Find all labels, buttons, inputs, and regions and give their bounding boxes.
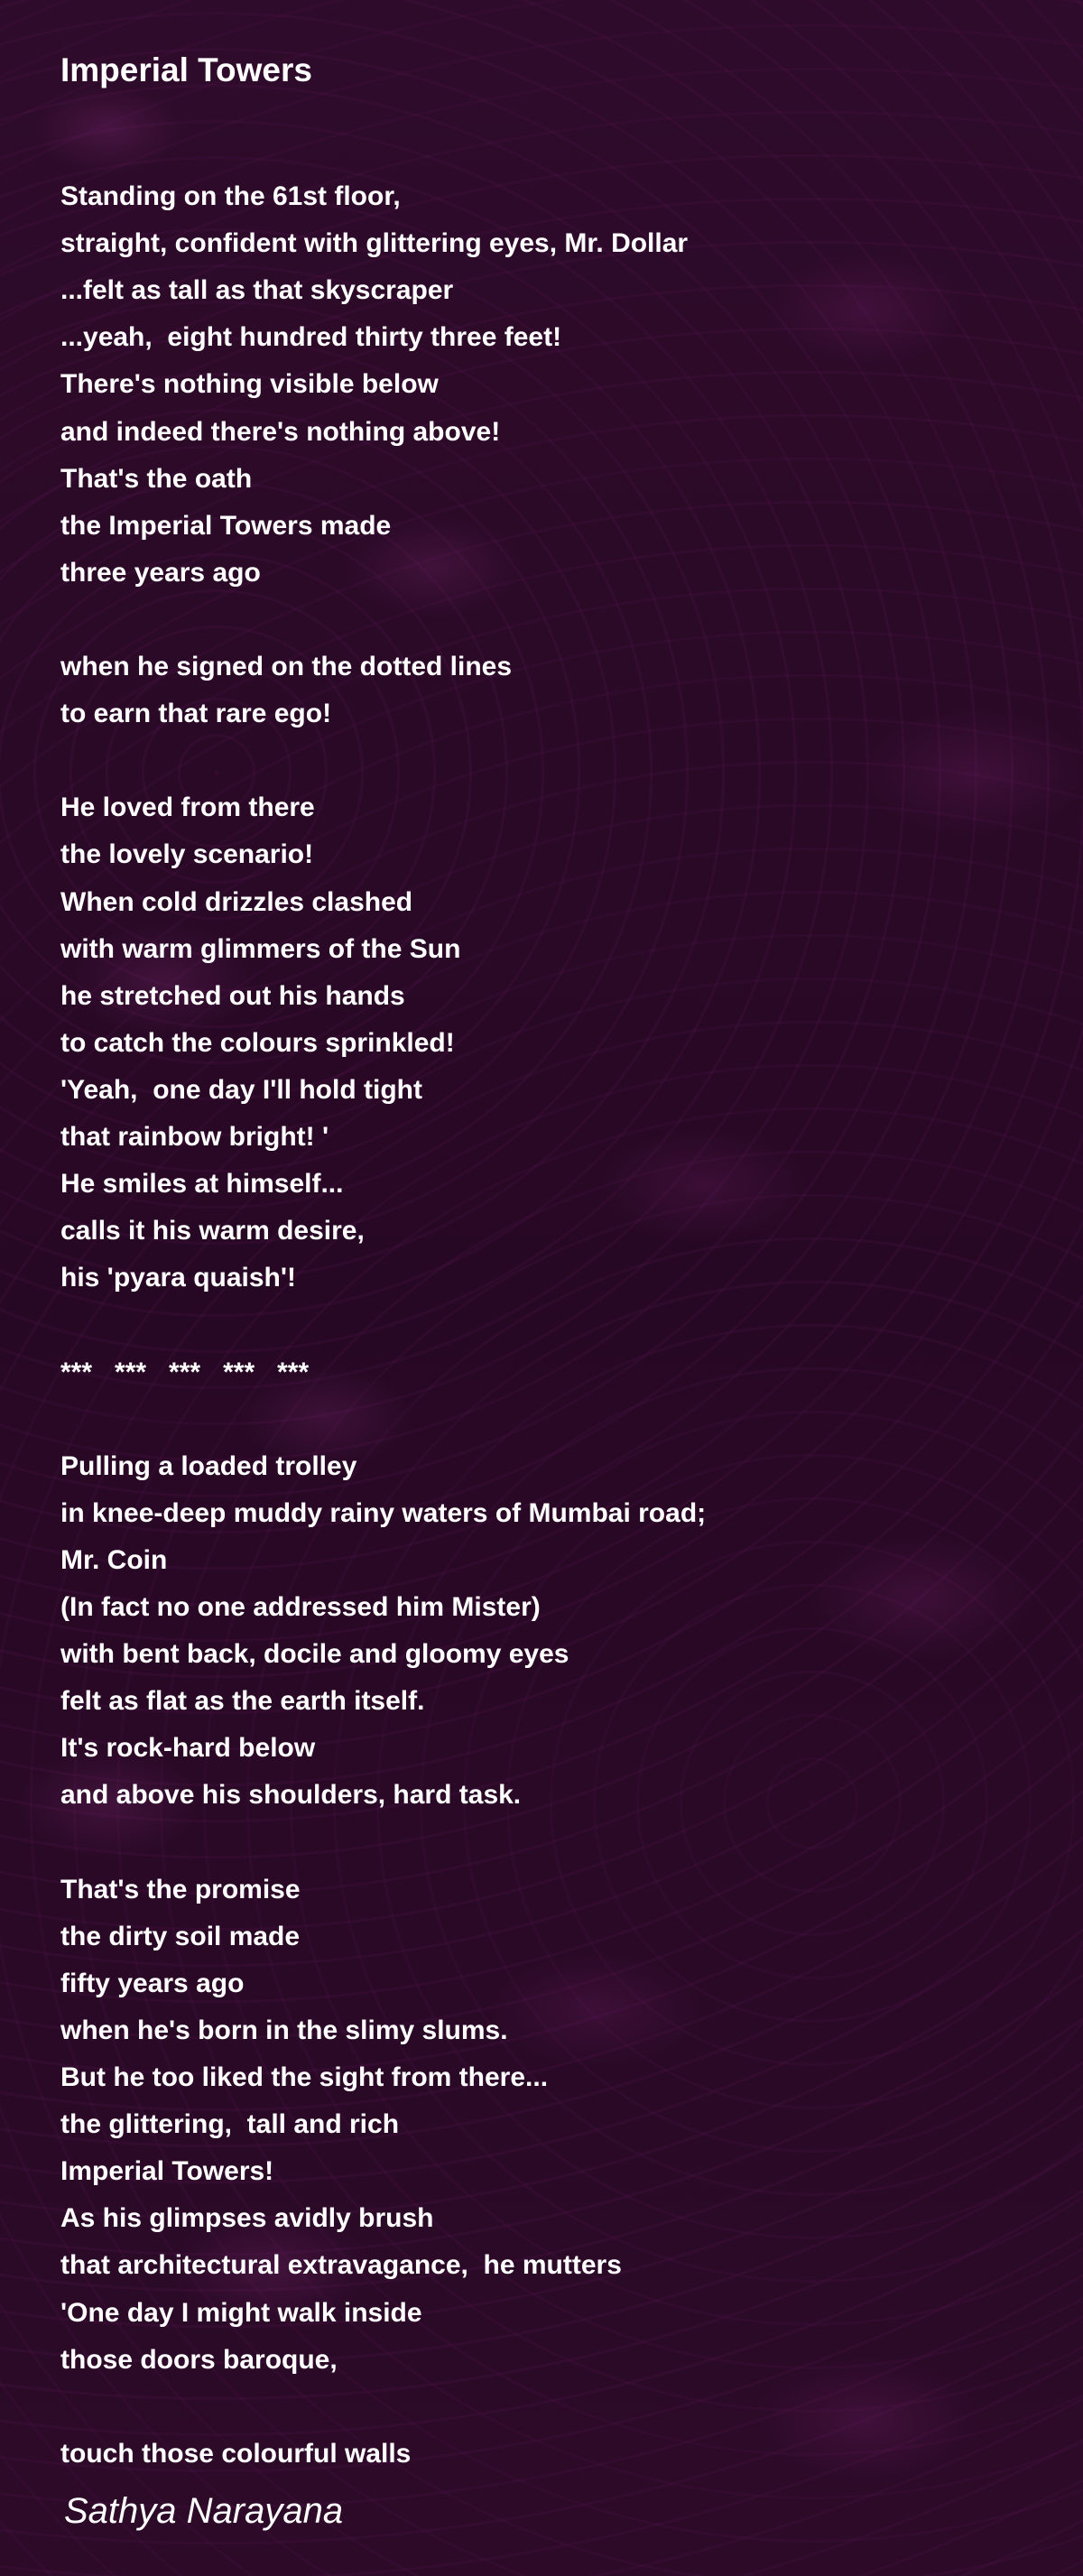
poem-line: But he too liked the sight from there... [60,2062,549,2092]
poem-line: 'One day I might walk inside [60,2297,422,2328]
poem-line: and indeed there's nothing above! [60,416,501,447]
poem-line: Mr. Coin [60,1544,168,1575]
poem-line: to catch the colours sprinkled! [60,1027,455,1058]
poem-line: that rainbow bright! ' [60,1122,329,1152]
poem-line: Imperial Towers! [60,2156,274,2187]
poem-line: calls it his warm desire, [60,1216,365,1246]
poem-line: with bent back, docile and gloomy eyes [60,1639,569,1670]
poem-line: 'Yeah, one day I'll hold tight [60,1074,422,1105]
poem-line: his 'pyara quaish'! [60,1263,297,1293]
poem-line: That's the promise [60,1874,301,1904]
poem-line: touch those colourful walls [60,2438,412,2469]
poem-line: ...felt as tall as that skyscraper [60,275,454,306]
poem-line: when he's born in the slimy slums. [60,2015,508,2045]
poem-line: *** *** *** *** *** [60,1357,310,1387]
poem-line: he stretched out his hands [60,980,405,1011]
poem-line: Standing on the 61st floor, [60,181,401,211]
poem-line: in knee-deep muddy rainy waters of Mumbai road; [60,1497,707,1528]
poem-line: the dirty soil made [60,1921,301,1951]
poem-line: the glittering, tall and rich [60,2109,400,2140]
poem-line: that architectural extravagance, he mutters [60,2250,622,2281]
poem-line: As his glimpses avidly brush [60,2203,434,2234]
poem-line: to earn that rare ego! [60,699,332,729]
poem-line: He loved from there [60,792,315,823]
poem-line: and above his shoulders, hard task. [60,1780,522,1811]
poem-line: the Imperial Towers made [60,510,392,541]
poem-line: It's rock-hard below [60,1733,316,1764]
poem-line: He smiles at himself... [60,1169,344,1200]
poem-line: ...yeah, eight hundred thirty three feet! [60,322,562,353]
poem-line: felt as flat as the earth itself. [60,1686,425,1717]
poem-line: when he signed on the dotted lines [60,652,513,681]
poem-line: straight, confident with glittering eyes, Mr. Dollar [60,228,689,259]
poem-container [60,43,1035,2469]
poem-title: Imperial Towers [60,51,312,88]
poem-line: fifty years ago [60,1968,245,1998]
poem-line: the lovely scenario! [60,839,314,870]
poem-line: When cold drizzles clashed [60,886,413,917]
poem-line: That's the oath [60,463,253,494]
poem-line: those doors baroque, [60,2344,338,2375]
poem-author: Sathya Narayana [64,2491,344,2531]
poem-line: There's nothing visible below [60,369,439,400]
poem-line: with warm glimmers of the Sun [60,933,461,964]
poem-line: Pulling a loaded trolley [60,1450,357,1481]
poem-line: three years ago [60,557,261,588]
poem-line: (In fact no one addressed him Mister) [60,1592,541,1622]
